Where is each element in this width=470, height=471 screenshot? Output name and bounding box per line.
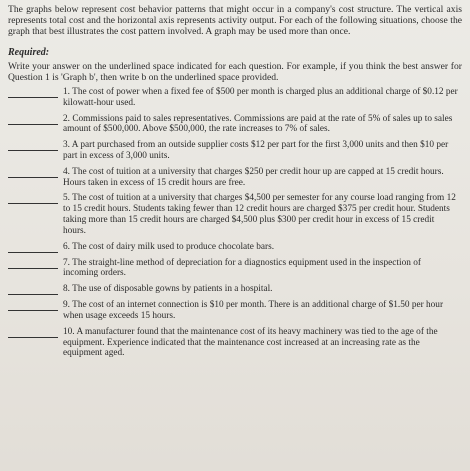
question-body: Commissions paid to sales representatives. Commissions are paid at the rate of 5% of sales up to sales amount of $500,000. Above $500,000, the rate increases to 7% of sales. (63, 113, 453, 135)
question-number: 2. (63, 113, 70, 124)
question-text (63, 167, 462, 189)
question-body: The cost of tuition at a university that charges $4,500 per semester for any course load ranging from 12 to 15 credit hours. Students taking fewer than 12 credit hours are charged $375 per credit hour. Students taking more than 15 credit hours are charged $4,500 plus $300 per credit hour in excess of 15 credit hours. (63, 193, 456, 236)
required-heading: Required: (8, 46, 50, 58)
question-number: 5. (63, 193, 70, 204)
question-text (63, 284, 462, 295)
answer-blank[interactable] (8, 242, 58, 253)
question-text (63, 114, 462, 136)
answer-blank[interactable] (8, 87, 58, 98)
question-text (63, 327, 462, 359)
question-item (8, 242, 462, 253)
question-item (8, 300, 462, 322)
question-body: The use of disposable gowns by patients in a hospital. (72, 284, 273, 295)
question-text (63, 258, 462, 280)
answer-blank[interactable] (8, 284, 58, 295)
question-list (8, 87, 462, 359)
question-text (63, 300, 462, 322)
question-item (8, 284, 462, 295)
question-body: The cost of power when a fixed fee of $500 per month is charged plus an additional charge of $0.12 per kilowatt-hour used. (63, 87, 458, 108)
question-text (63, 242, 462, 253)
instructions-paragraph: Write your answer on the underlined space indicated for each question. For example, if you think the best answer for Question 1 is 'Graph b', then write b on the underlined space provided. (8, 60, 462, 83)
question-body: The cost of an internet connection is $10 per month. There is an additional charge of $1.50 per hour when usage exceeds 15 hours. (63, 300, 444, 321)
answer-blank[interactable] (8, 140, 58, 151)
question-number: 3. (63, 140, 70, 151)
question-number: 9. (63, 300, 70, 311)
question-body: The cost of dairy milk used to produce chocolate bars. (72, 241, 275, 252)
question-item (8, 87, 462, 109)
answer-blank[interactable] (8, 114, 58, 125)
answer-blank[interactable] (8, 300, 58, 311)
question-body: The straight-line method of depreciation for a diagnostics equipment used in the inspection of incoming orders. (63, 257, 421, 279)
question-body: A part purchased from an outside supplier costs $12 per part for the first 3,000 units and then $10 per part in excess of 3,000 units. (63, 140, 449, 161)
question-number: 4. (63, 166, 70, 177)
question-number: 7. (63, 257, 70, 268)
question-item (8, 258, 462, 280)
answer-blank[interactable] (8, 167, 58, 178)
question-number: 1. (63, 87, 70, 98)
question-item (8, 140, 462, 162)
answer-blank[interactable] (8, 258, 58, 269)
answer-blank[interactable] (8, 193, 58, 204)
intro-paragraph: The graphs below represent cost behavior patterns that might occur in a company's cost structure. The vertical axis represents total cost and the horizontal axis represents activity output. For each of the following situations, choose the graph that best illustrates the cost pattern involved. A graph may be used more than once. (8, 4, 462, 38)
question-number: 10. (63, 326, 75, 337)
question-item (8, 114, 462, 136)
question-body: The cost of tuition at a university that charges $250 per credit hour up are capped at 15 credit hours. Hours taken in excess of 15 credit hours are free. (63, 166, 444, 188)
question-item (8, 167, 462, 189)
question-number: 8. (63, 284, 70, 295)
question-body: A manufacturer found that the maintenance cost of its heavy machinery was tied to the age of the equipment. Experience indicated that the maintenance cost increased at an increasing rate as the equipment aged. (63, 326, 438, 359)
question-text (63, 193, 462, 236)
question-item (8, 327, 462, 359)
question-text (63, 87, 462, 109)
question-text (63, 140, 462, 162)
question-number: 6. (63, 241, 70, 252)
answer-blank[interactable] (8, 327, 58, 338)
question-item (8, 193, 462, 236)
